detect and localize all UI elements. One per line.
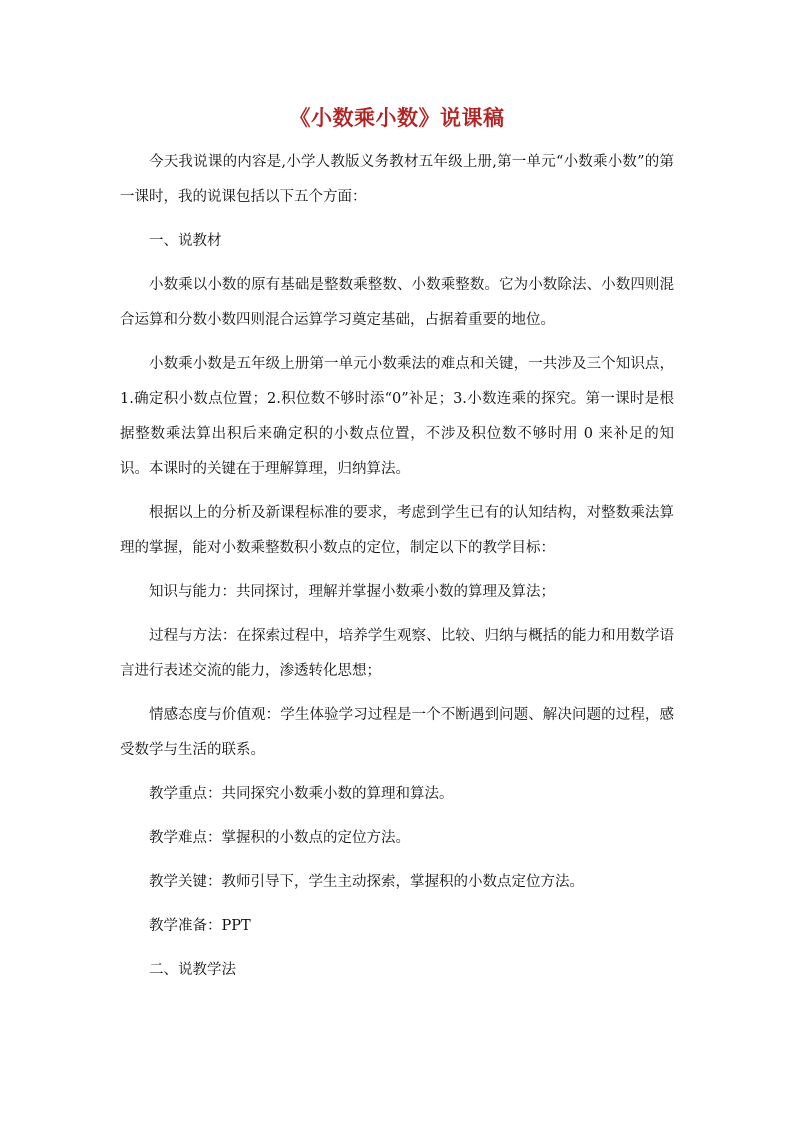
paragraph-teaching-key: 教学关键：教师引导下，学生主动探索，掌握积的小数点定位方法。 xyxy=(149,874,584,890)
paragraph-foundation: 小数乘以小数的原有基础是整数乘整数、小数乘整数。它为小数除法、小数四则混合运算和分数小数四则混合运算学习奠定基础，占据着重要的地位。 xyxy=(120,277,674,328)
paragraph-goal-attitude: 情感态度与价值观：学生体验学习过程是一个不断遇到问题、解决问题的过程，感受数学与生活的联系。 xyxy=(120,707,674,758)
document-body xyxy=(120,145,674,997)
paragraph-teaching-difficulty: 教学难点：掌握积的小数点的定位方法。 xyxy=(149,830,410,846)
paragraph-goal-knowledge: 知识与能力：共同探讨，理解并掌握小数乘小数的算理及算法； xyxy=(149,584,555,600)
paragraph-key-points: 小数乘小数是五年级上册第一单元小数乘法的难点和关键，一共涉及三个知识点，1.确定积小数点位置；2.积位数不够时添“0”补足；3.小数连乘的探究。第一课时是根据整数乘法算出积后来确定积的小数点位置，不涉及积位数不够时用 0 来补足的知识。本课时的关键在于理解算理，归纳算法。 xyxy=(120,356,674,477)
paragraph-teaching-preparation: 教学准备：PPT xyxy=(149,918,251,934)
paragraph-analysis: 根据以上的分析及新课程标准的要求，考虑到学生已有的认知结构，对整数乘法算理的掌握，能对小数乘整数积小数点的定位，制定以下的教学目标： xyxy=(120,505,674,556)
paragraph-goal-process: 过程与方法：在探索过程中，培养学生观察、比较、归纳与概括的能力和用数学语言进行表述交流的能力，渗透转化思想； xyxy=(120,628,674,679)
document-title: 《小数乘小数》说课稿 xyxy=(289,105,505,130)
section-heading-textbook: 一、说教材 xyxy=(149,233,222,249)
paragraph-teaching-focus: 教学重点：共同探究小数乘小数的算理和算法。 xyxy=(149,786,454,802)
paragraph-intro: 今天我说课的内容是,小学人教版义务教材五年级上册,第一单元“小数乘小数”的第一课时，我的说课包括以下五个方面： xyxy=(120,154,674,205)
section-heading-methods: 二、说教学法 xyxy=(149,962,236,978)
